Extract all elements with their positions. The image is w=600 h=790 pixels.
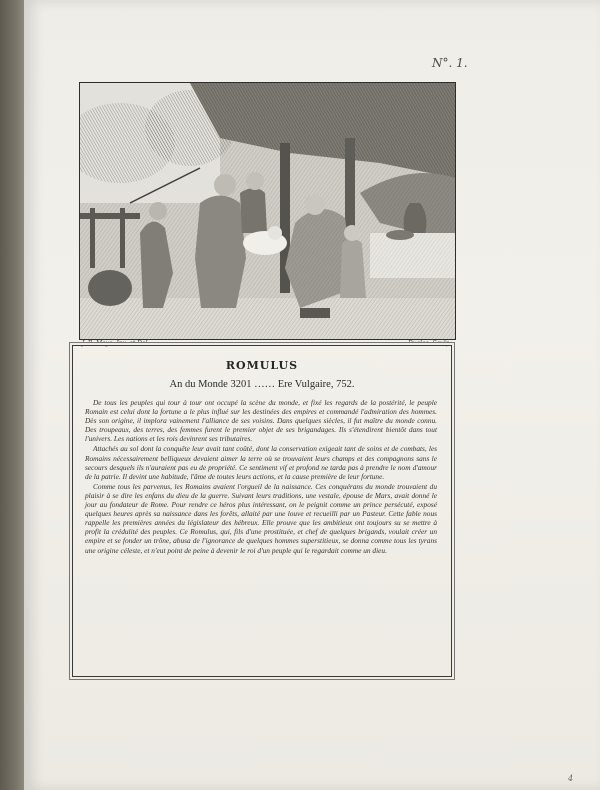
engraving-illustration bbox=[79, 82, 456, 340]
engraving-credit-designer: J. B. Moye, Inv. et Del. bbox=[82, 340, 150, 347]
paragraph: Attachés au sol dont la conquête leur avait tant coûté, dont la conservation exigeait tant de soins et de combats, les Romains nécessairement belliqueux devaient aimer la terre où se trouvaient leurs champs et des compagnons sans le secours desquels ils n'auraient pas eu de propriété. Ce sentiment vif et profond ne tarda pas à prendre le nom d'amour de la patrie. Il devint une habitude, l'âme de toutes leurs actions, et la cause première de leur fortune. bbox=[85, 444, 437, 481]
corner-mark: 4 bbox=[568, 774, 574, 783]
body-text bbox=[85, 398, 437, 556]
paragraph: De tous les peuples qui tour à tour ont occupé la scène du monde, et fixé les regards de la postérité, le peuple Romain est celui dont la fortune a le plus influé sur les destinées des empires et commandé l'admiration des hommes. Dès son origine, il implora vainement l'alliance de ses voisins. Dans quelques siècles, il fut maître du monde connu. Des troupeaux, des terres, des femmes furent le premier objet de ses brigandages. Ils s'étendirent bientôt dans tout l'univers. Les nations et les rois devinrent ses tributaires. bbox=[85, 398, 437, 444]
engraving-credit-engraver: Duclos. Sculp. bbox=[408, 340, 452, 347]
date-line: An du Monde 3201 …… Ere Vulgaire, 752. bbox=[169, 379, 355, 390]
paragraph: Comme tous les parvenus, les Romains avaient l'orgueil de la naissance. Ces conquérans du monde trouvaient du plaisir à se dire les enfans du dieu de la guerre. Suivant leurs traditions, une vestale, épouse de Mars, avait donné le jour au fondateur de Rome. Pour rendre ce héros plus intéressant, on le peignit comme un prince persécuté, exposé quelques heures après sa naissance dans les forêts, allaité par une louve et recueilli par un Pasteur. Cette fable nous rappelle les premières années du législateur des hébreux. Elle prouve que les ambitieux ont toujours su se mettre à profit la crédulité des peuples. Ce Romulus, qui, fils d'une prostituée, et chef de quelques brigands, voulait créer un empire et se fonder un trône, abusa de l'ignorance de quelques hommes superstitieux, se donna comme tous les tyrans une origine céleste, et n'eut point de peine à devenir le roi d'un peuple qui le regardait comme un dieu. bbox=[85, 481, 437, 555]
page-title: ROMULUS bbox=[225, 359, 299, 372]
engraving-scene bbox=[80, 83, 455, 339]
plate-number: N°. 1. bbox=[432, 56, 468, 70]
text-frame bbox=[72, 345, 452, 677]
